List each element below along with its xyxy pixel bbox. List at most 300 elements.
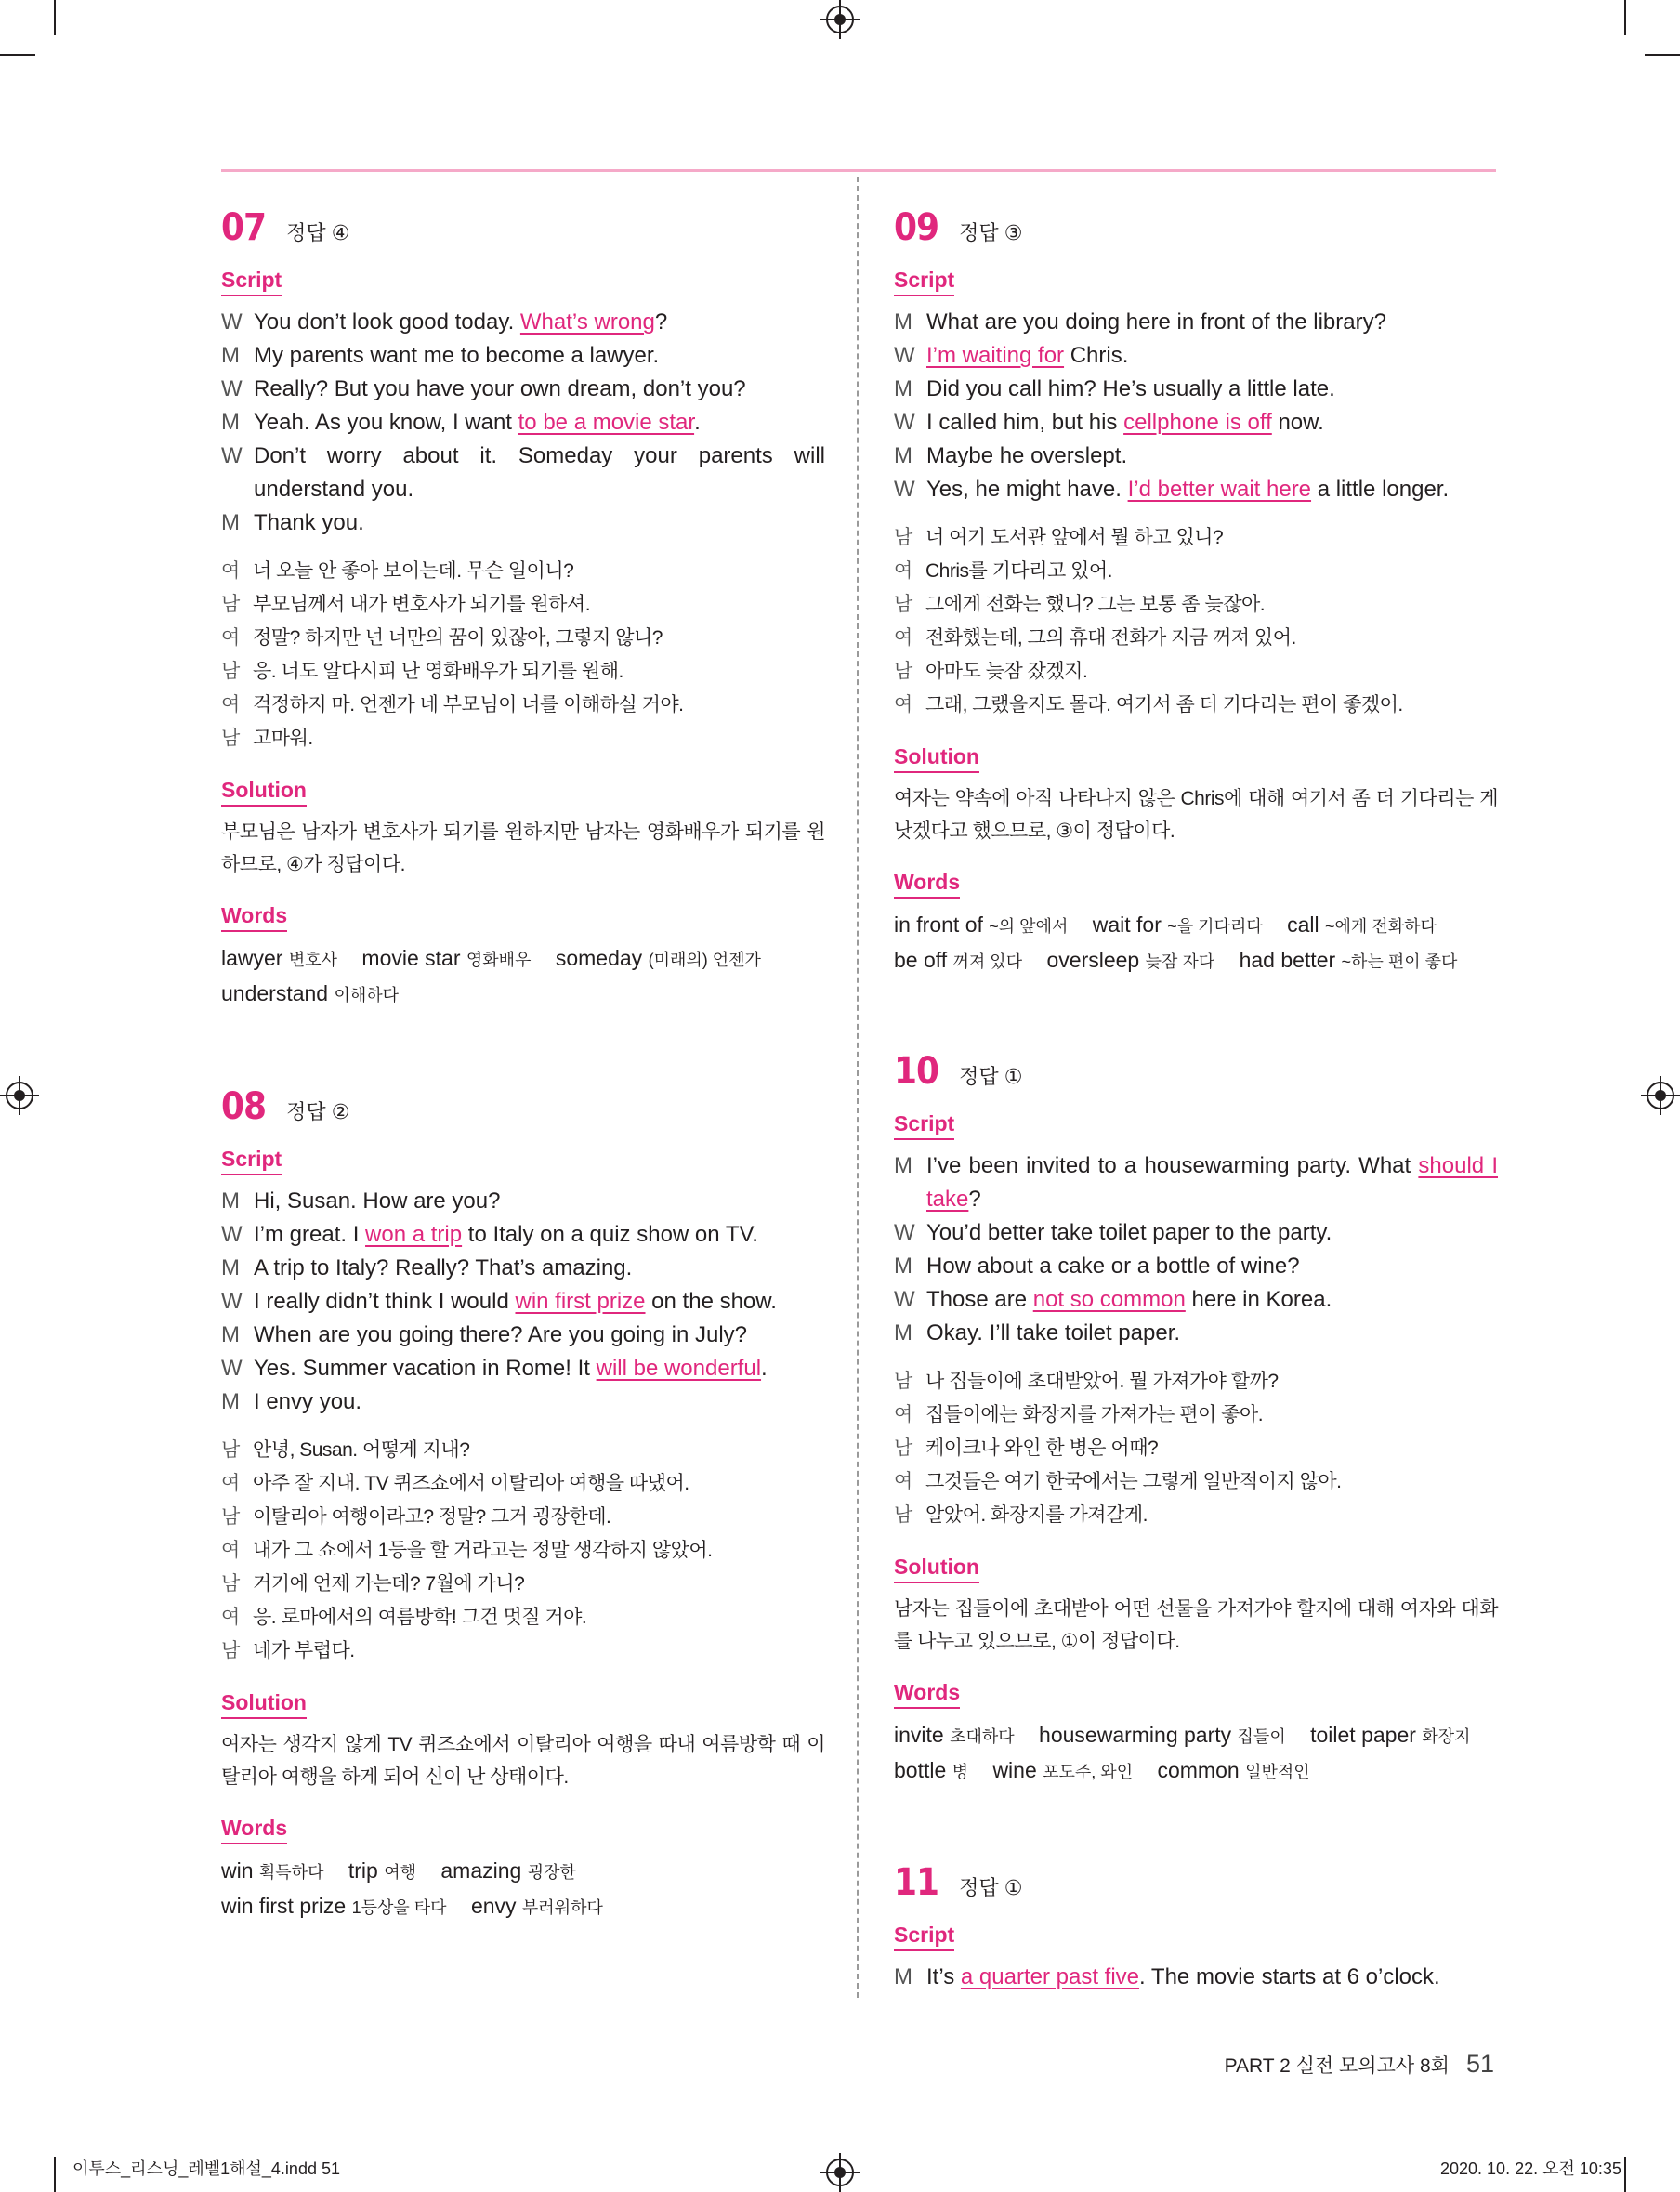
speaker-label: W bbox=[894, 1220, 915, 1245]
script-line bbox=[221, 339, 825, 373]
word-meaning: ~의 앞에서 bbox=[989, 917, 1069, 936]
registration-mark-icon bbox=[1647, 1082, 1674, 1109]
speaker-label: M bbox=[894, 1320, 912, 1345]
solution-section bbox=[894, 737, 1498, 847]
question-header bbox=[894, 206, 1498, 260]
speaker-label: M bbox=[894, 309, 912, 335]
word-english: win bbox=[221, 1858, 254, 1883]
highlighted-phrase: will be wonderful bbox=[596, 1356, 762, 1381]
word-item bbox=[894, 1758, 968, 1782]
speaker-label-ko: 남 bbox=[894, 661, 912, 682]
translation-text: 응. 너도 알다시피 난 영화배우가 되기를 원해. bbox=[253, 661, 623, 682]
speaker-label: M bbox=[221, 343, 240, 368]
speaker-label-ko: 여 bbox=[221, 1607, 240, 1628]
translation-line bbox=[221, 1467, 825, 1501]
speaker-label: W bbox=[894, 343, 915, 368]
word-item bbox=[221, 981, 399, 1005]
speaker-label: W bbox=[221, 376, 243, 401]
registration-mark-icon bbox=[826, 2159, 854, 2186]
script-fragment: Don’t worry about it. Someday your parents will understand you. bbox=[254, 443, 825, 502]
script-lines bbox=[894, 1149, 1498, 1350]
word-item bbox=[361, 946, 531, 970]
speaker-label: M bbox=[894, 1153, 912, 1178]
word-item bbox=[348, 1858, 416, 1883]
translation-line bbox=[894, 1499, 1498, 1532]
word-item bbox=[1240, 948, 1458, 972]
script-lines bbox=[894, 306, 1498, 506]
script-fragment: Really? But you have your own dream, don’t you? bbox=[254, 376, 746, 401]
script-line bbox=[221, 1185, 825, 1218]
script-line bbox=[221, 1218, 825, 1252]
translation-line bbox=[221, 1634, 825, 1668]
translation-line bbox=[894, 1465, 1498, 1499]
script-line bbox=[894, 1250, 1498, 1283]
word-english: lawyer bbox=[221, 946, 283, 970]
page-footer bbox=[1225, 2050, 1494, 2079]
script-fragment: What are you doing here in front of the library? bbox=[926, 309, 1386, 335]
speaker-label: M bbox=[894, 376, 912, 401]
script-line bbox=[894, 406, 1498, 440]
script-fragment: It’s bbox=[926, 1964, 961, 1989]
answer-label: 정답 ③ bbox=[959, 221, 1023, 244]
translation-text: 정말? 하지만 넌 너만의 꿈이 있잖아, 그렇지 않니? bbox=[253, 627, 663, 649]
words-section bbox=[221, 1808, 825, 1924]
top-rule bbox=[221, 169, 1496, 172]
word-item bbox=[1046, 948, 1214, 972]
script-fragment: Okay. I’ll take toilet paper. bbox=[926, 1320, 1181, 1345]
word-meaning: 포도주, 와인 bbox=[1043, 1763, 1134, 1781]
word-english: housewarming party bbox=[1039, 1723, 1232, 1747]
script-fragment: My parents want me to become a lawyer. bbox=[254, 343, 660, 368]
translation-text: 내가 그 쇼에서 1등을 할 거라고는 정말 생각하지 않았어. bbox=[253, 1540, 713, 1561]
speaker-label-ko: 남 bbox=[894, 527, 912, 548]
word-meaning: 일반적인 bbox=[1245, 1763, 1310, 1781]
translation-line bbox=[894, 1432, 1498, 1465]
word-english: win first prize bbox=[221, 1894, 347, 1918]
word-english: common bbox=[1157, 1758, 1240, 1782]
script-heading: Script bbox=[894, 1111, 954, 1140]
script-fragment: Those are bbox=[926, 1287, 1033, 1312]
translation-line bbox=[894, 655, 1498, 689]
words-section bbox=[221, 896, 825, 1012]
highlighted-phrase: not so common bbox=[1032, 1287, 1186, 1312]
script-lines bbox=[894, 1961, 1498, 1994]
crop-mark bbox=[1624, 2157, 1626, 2192]
words-section bbox=[894, 1673, 1498, 1789]
column-divider bbox=[857, 177, 859, 1998]
translation-text: 부모님께서 내가 변호사가 되기를 원하셔. bbox=[253, 594, 591, 615]
script-line bbox=[221, 1285, 825, 1319]
word-item bbox=[1093, 912, 1263, 937]
speaker-label: M bbox=[221, 1322, 240, 1347]
script-text bbox=[254, 1185, 825, 1218]
word-meaning: 늦잠 자다 bbox=[1145, 952, 1215, 971]
script-text bbox=[926, 440, 1498, 473]
script-line bbox=[894, 440, 1498, 473]
word-item bbox=[221, 946, 337, 970]
word-item bbox=[1310, 1723, 1470, 1747]
script-text bbox=[926, 1283, 1498, 1317]
korean-translation bbox=[221, 1434, 825, 1668]
script-fragment: . bbox=[694, 410, 701, 435]
script-line bbox=[894, 339, 1498, 373]
word-english: movie star bbox=[361, 946, 461, 970]
speaker-label: W bbox=[894, 410, 915, 435]
script-line bbox=[894, 1149, 1498, 1216]
footer-section-title: PART 2 실전 모의고사 8회 bbox=[1224, 2055, 1450, 2077]
crop-mark bbox=[0, 54, 35, 56]
word-item bbox=[440, 1858, 576, 1883]
speaker-label: W bbox=[221, 1289, 243, 1314]
script-fragment: A trip to Italy? Really? That’s amazing. bbox=[254, 1255, 633, 1280]
translation-line bbox=[221, 722, 825, 755]
translation-line bbox=[221, 689, 825, 722]
script-line bbox=[221, 1352, 825, 1385]
speaker-label: M bbox=[894, 1254, 912, 1279]
script-fragment: I’ve been invited to a housewarming party. What bbox=[926, 1153, 1419, 1178]
word-item bbox=[471, 1894, 603, 1918]
script-fragment: I really didn’t think I would bbox=[254, 1289, 516, 1314]
word-list bbox=[221, 1854, 825, 1924]
script-fragment: . bbox=[761, 1356, 768, 1381]
question-header bbox=[894, 1861, 1498, 1915]
script-fragment: When are you going there? Are you going in July? bbox=[254, 1322, 748, 1347]
script-text bbox=[926, 306, 1498, 339]
translation-line bbox=[894, 521, 1498, 555]
translation-text: 네가 부럽다. bbox=[253, 1640, 355, 1661]
script-line bbox=[221, 1319, 825, 1352]
translation-text: 고마워. bbox=[253, 728, 313, 749]
script-text bbox=[254, 440, 825, 506]
word-english: call bbox=[1287, 912, 1319, 937]
solution-heading: Solution bbox=[221, 1690, 307, 1719]
script-line bbox=[221, 306, 825, 339]
word-english: trip bbox=[348, 1858, 378, 1883]
translation-text: 그에게 전화는 했니? 그는 보통 좀 늦잖아. bbox=[925, 594, 1266, 615]
question-header bbox=[221, 1085, 825, 1139]
answer-label: 정답 ② bbox=[286, 1100, 350, 1123]
word-english: wine bbox=[992, 1758, 1037, 1782]
script-fragment: a little longer. bbox=[1311, 477, 1450, 502]
registration-mark-icon bbox=[826, 6, 854, 33]
script-text bbox=[926, 406, 1498, 440]
word-meaning: 1등상을 타다 bbox=[351, 1898, 447, 1917]
speaker-label-ko: 여 bbox=[894, 1471, 912, 1492]
words-heading: Words bbox=[221, 1816, 287, 1844]
speaker-label-ko: 남 bbox=[894, 594, 912, 615]
highlighted-phrase: won a trip bbox=[365, 1222, 463, 1247]
word-meaning: 획득하다 bbox=[258, 1863, 324, 1882]
highlighted-phrase: should I take bbox=[926, 1153, 1498, 1212]
question-header bbox=[221, 206, 825, 260]
script-text bbox=[254, 339, 825, 373]
speaker-label-ko: 여 bbox=[221, 627, 240, 649]
script-line bbox=[221, 373, 825, 406]
solution-text: 여자는 약속에 아직 나타나지 않은 Chris에 대해 여기서 좀 더 기다리는 게 낫겠다고 했으므로, ③이 정답이다. bbox=[894, 788, 1498, 842]
speaker-label-ko: 남 bbox=[221, 728, 240, 749]
speaker-label-ko: 여 bbox=[221, 1473, 240, 1494]
translation-line bbox=[221, 622, 825, 655]
answer-label: 정답 ④ bbox=[286, 221, 350, 244]
korean-translation bbox=[221, 555, 825, 755]
speaker-label-ko: 남 bbox=[221, 1506, 240, 1528]
translation-text: 아주 잘 지내. TV 퀴즈쇼에서 이탈리아 여행을 따냈어. bbox=[253, 1473, 689, 1494]
word-item bbox=[221, 1858, 323, 1883]
script-fragment: here in Korea. bbox=[1185, 1287, 1332, 1312]
script-text bbox=[926, 373, 1498, 406]
script-text bbox=[926, 339, 1498, 373]
word-meaning: ~에게 전화하다 bbox=[1325, 917, 1437, 936]
word-meaning: ~을 기다리다 bbox=[1167, 917, 1263, 936]
translation-line bbox=[221, 588, 825, 622]
solution-heading: Solution bbox=[894, 744, 979, 773]
word-meaning: 여행 bbox=[384, 1863, 416, 1882]
translation-text: 집들이에는 화장지를 가져가는 편이 좋아. bbox=[925, 1404, 1264, 1425]
script-heading: Script bbox=[894, 1923, 954, 1951]
question-number: 11 bbox=[894, 1861, 939, 1904]
word-english: understand bbox=[221, 981, 329, 1005]
word-list bbox=[894, 1718, 1498, 1789]
word-item bbox=[894, 1723, 1015, 1747]
script-fragment: I envy you. bbox=[254, 1389, 362, 1414]
word-english: in front of bbox=[894, 912, 983, 937]
question-header bbox=[894, 1050, 1498, 1104]
translation-text: 이탈리아 여행이라고? 정말? 그거 굉장한데. bbox=[253, 1506, 611, 1528]
script-line bbox=[894, 306, 1498, 339]
translation-text: 아마도 늦잠 잤겠지. bbox=[925, 661, 1088, 682]
script-text bbox=[926, 1149, 1498, 1216]
script-fragment: Did you call him? He’s usually a little late. bbox=[926, 376, 1335, 401]
question-number: 07 bbox=[221, 206, 267, 249]
script-fragment: now. bbox=[1271, 410, 1324, 435]
question-08 bbox=[221, 1085, 825, 1924]
script-fragment: I called him, but his bbox=[926, 410, 1124, 435]
highlighted-phrase: win first prize bbox=[515, 1289, 646, 1314]
script-text bbox=[254, 1285, 825, 1319]
speaker-label-ko: 남 bbox=[221, 1573, 240, 1595]
word-english: amazing bbox=[440, 1858, 522, 1883]
translation-line bbox=[894, 689, 1498, 722]
translation-line bbox=[894, 622, 1498, 655]
word-english: be off bbox=[894, 948, 948, 972]
translation-text: 너 오늘 안 좋아 보이는데. 무슨 일이니? bbox=[253, 560, 574, 582]
word-meaning: 꺼져 있다 bbox=[952, 952, 1023, 971]
word-english: bottle bbox=[894, 1758, 947, 1782]
script-text bbox=[926, 1317, 1498, 1350]
solution-text: 남자는 집들이에 초대받아 어떤 선물을 가져가야 할지에 대해 여자와 대화를 나누고 있으므로, ①이 정답이다. bbox=[894, 1598, 1498, 1652]
script-fragment: to Italy on a quiz show on TV. bbox=[462, 1222, 758, 1247]
solution-section bbox=[221, 1683, 825, 1793]
script-fragment: You don’t look good today. bbox=[254, 309, 520, 335]
crop-mark bbox=[1645, 54, 1680, 56]
solution-heading: Solution bbox=[221, 778, 307, 807]
script-fragment: You’d better take toilet paper to the party. bbox=[926, 1220, 1332, 1245]
script-fragment: Yes. Summer vacation in Rome! It bbox=[254, 1356, 597, 1381]
word-item bbox=[1287, 912, 1437, 937]
word-meaning: 영화배우 bbox=[466, 951, 532, 969]
script-line bbox=[221, 440, 825, 506]
word-english: someday bbox=[555, 946, 643, 970]
translation-text: 케이크나 와인 한 병은 어때? bbox=[925, 1437, 1159, 1459]
question-09 bbox=[894, 206, 1498, 978]
word-item bbox=[556, 946, 761, 970]
script-fragment: Maybe he overslept. bbox=[926, 443, 1128, 468]
script-text bbox=[254, 373, 825, 406]
slug-date-info: 2020. 10. 22. 오전 10:35 bbox=[1440, 2159, 1621, 2178]
korean-translation bbox=[894, 1365, 1498, 1532]
script-heading: Script bbox=[221, 1147, 282, 1175]
script-heading: Script bbox=[221, 268, 282, 296]
page-number: 51 bbox=[1465, 2050, 1494, 2078]
script-line bbox=[221, 1252, 825, 1285]
word-item bbox=[221, 1894, 447, 1918]
word-item bbox=[894, 948, 1022, 972]
answer-label: 정답 ① bbox=[959, 1876, 1023, 1899]
speaker-label: M bbox=[221, 1188, 240, 1214]
word-english: toilet paper bbox=[1310, 1723, 1416, 1747]
word-meaning: 병 bbox=[952, 1763, 969, 1781]
speaker-label-ko: 남 bbox=[221, 1439, 240, 1461]
translation-line bbox=[221, 1434, 825, 1467]
speaker-label: M bbox=[894, 1964, 912, 1989]
translation-line bbox=[894, 555, 1498, 588]
speaker-label-ko: 여 bbox=[894, 560, 912, 582]
translation-line bbox=[221, 655, 825, 689]
highlighted-phrase: I’d better wait here bbox=[1127, 477, 1312, 502]
script-line bbox=[894, 1961, 1498, 1994]
script-text bbox=[926, 1250, 1498, 1283]
script-line bbox=[894, 1283, 1498, 1317]
translation-line bbox=[894, 588, 1498, 622]
translation-text: 나 집들이에 초대받았어. 뭘 가져가야 할까? bbox=[925, 1371, 1279, 1392]
script-fragment: I’m great. I bbox=[254, 1222, 366, 1247]
script-fragment: Yeah. As you know, I want bbox=[254, 410, 518, 435]
script-line bbox=[894, 1317, 1498, 1350]
translation-text: 그것들은 여기 한국에서는 그렇게 일반적이지 않아. bbox=[925, 1471, 1342, 1492]
question-number: 09 bbox=[894, 206, 939, 249]
script-fragment: Hi, Susan. How are you? bbox=[254, 1188, 501, 1214]
translation-text: 그래, 그랬을지도 몰라. 여기서 좀 더 기다리는 편이 좋겠어. bbox=[925, 694, 1403, 715]
speaker-label: W bbox=[894, 1287, 915, 1312]
word-item bbox=[894, 912, 1068, 937]
translation-text: 응. 로마에서의 여름방학! 그건 멋질 거야. bbox=[253, 1607, 587, 1628]
speaker-label: W bbox=[221, 1356, 243, 1381]
highlighted-phrase: a quarter past five bbox=[960, 1964, 1140, 1989]
word-meaning: 굉장한 bbox=[527, 1863, 576, 1882]
script-text bbox=[926, 473, 1498, 506]
translation-text: 안녕, Susan. 어떻게 지내? bbox=[253, 1439, 470, 1461]
speaker-label-ko: 남 bbox=[221, 661, 240, 682]
speaker-label-ko: 남 bbox=[894, 1437, 912, 1459]
answer-label: 정답 ① bbox=[959, 1065, 1023, 1088]
script-text bbox=[926, 1961, 1498, 1994]
words-heading: Words bbox=[894, 870, 960, 899]
word-meaning: 이해하다 bbox=[334, 986, 400, 1004]
solution-text: 여자는 생각지 않게 TV 퀴즈쇼에서 이탈리아 여행을 따내 여름방학 때 이탈리아 여행을 하게 되어 신이 난 상태이다. bbox=[221, 1734, 825, 1788]
script-text bbox=[254, 1319, 825, 1352]
question-07 bbox=[221, 206, 825, 1012]
script-text bbox=[254, 506, 825, 540]
word-english: envy bbox=[470, 1894, 517, 1918]
highlighted-phrase: I’m waiting for bbox=[926, 343, 1065, 368]
question-number: 10 bbox=[894, 1050, 939, 1093]
speaker-label-ko: 여 bbox=[894, 1404, 912, 1425]
solution-heading: Solution bbox=[894, 1555, 979, 1583]
speaker-label: M bbox=[221, 510, 240, 535]
word-english: oversleep bbox=[1046, 948, 1140, 972]
word-meaning: 초대하다 bbox=[950, 1727, 1015, 1746]
speaker-label: W bbox=[221, 443, 243, 468]
script-text bbox=[254, 1252, 825, 1285]
speaker-label-ko: 남 bbox=[221, 594, 240, 615]
highlighted-phrase: to be a movie star bbox=[518, 410, 695, 435]
speaker-label: M bbox=[221, 1255, 240, 1280]
speaker-label: W bbox=[894, 477, 915, 502]
highlighted-phrase: What’s wrong bbox=[519, 309, 655, 335]
speaker-label: M bbox=[221, 1389, 240, 1414]
speaker-label-ko: 여 bbox=[221, 694, 240, 715]
words-heading: Words bbox=[221, 903, 287, 932]
script-fragment: ? bbox=[654, 309, 668, 335]
script-text bbox=[254, 1218, 825, 1252]
crop-mark bbox=[54, 2157, 56, 2192]
script-text bbox=[254, 1352, 825, 1385]
speaker-label-ko: 남 bbox=[894, 1504, 912, 1526]
words-section bbox=[894, 862, 1498, 978]
registration-mark-icon bbox=[6, 1082, 33, 1109]
translation-line bbox=[221, 1601, 825, 1634]
solution-section bbox=[894, 1547, 1498, 1658]
question-11 bbox=[894, 1861, 1498, 1994]
speaker-label: M bbox=[894, 443, 912, 468]
script-fragment: Thank you. bbox=[254, 510, 364, 535]
script-line bbox=[221, 1385, 825, 1419]
speaker-label-ko: 여 bbox=[894, 694, 912, 715]
translation-line bbox=[221, 1568, 825, 1601]
word-item bbox=[992, 1758, 1133, 1782]
script-text bbox=[926, 1216, 1498, 1250]
translation-text: Chris를 기다리고 있어. bbox=[925, 560, 1113, 582]
translation-text: 거기에 언제 가는데? 7월에 가니? bbox=[253, 1573, 525, 1595]
translation-line bbox=[894, 1365, 1498, 1398]
script-text bbox=[254, 1385, 825, 1419]
script-fragment: Chris. bbox=[1064, 343, 1129, 368]
script-text bbox=[254, 306, 825, 339]
solution-section bbox=[221, 770, 825, 881]
translation-text: 알았어. 화장지를 가져갈게. bbox=[925, 1504, 1148, 1526]
word-meaning: ~하는 편이 좋다 bbox=[1341, 952, 1458, 971]
solution-text: 부모님은 남자가 변호사가 되기를 원하지만 남자는 영화배우가 되기를 원하므로, ④가 정답이다. bbox=[221, 821, 825, 875]
word-list bbox=[221, 941, 825, 1012]
translation-line bbox=[221, 1501, 825, 1534]
question-number: 08 bbox=[221, 1085, 267, 1128]
word-item bbox=[1039, 1723, 1286, 1747]
script-text bbox=[254, 406, 825, 440]
script-line bbox=[894, 373, 1498, 406]
speaker-label: W bbox=[221, 309, 243, 335]
word-item bbox=[1157, 1758, 1309, 1782]
script-line bbox=[894, 1216, 1498, 1250]
slug-file-info: 이투스_리스닝_레벨1해설_4.indd 51 bbox=[72, 2159, 340, 2178]
word-list bbox=[894, 908, 1498, 978]
word-english: wait for bbox=[1092, 912, 1162, 937]
question-10 bbox=[894, 1050, 1498, 1789]
translation-text: 걱정하지 마. 언젠가 네 부모님이 너를 이해하실 거야. bbox=[253, 694, 684, 715]
crop-mark bbox=[54, 0, 56, 35]
highlighted-phrase: cellphone is off bbox=[1123, 410, 1272, 435]
speaker-label-ko: 여 bbox=[221, 560, 240, 582]
words-heading: Words bbox=[894, 1680, 960, 1709]
